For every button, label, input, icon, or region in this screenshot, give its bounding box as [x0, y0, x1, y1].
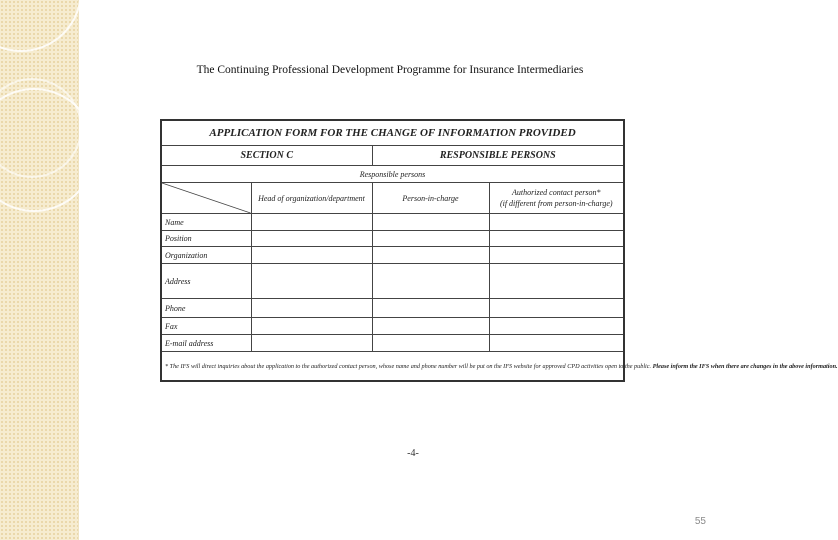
address-authorized-field[interactable] — [489, 264, 624, 299]
row-label-position: Position — [161, 231, 251, 247]
table-row-phone — [161, 299, 624, 318]
authorized-contact-note: (if different from person-in-charge) — [499, 199, 613, 208]
form-title-row — [161, 120, 624, 146]
table-row-email — [161, 335, 624, 352]
table-row-name — [161, 214, 624, 231]
fax-person-field[interactable] — [372, 318, 489, 335]
authorized-contact-label: Authorized contact person* — [512, 188, 601, 197]
name-person-field[interactable] — [372, 214, 489, 231]
position-person-field[interactable] — [372, 231, 489, 247]
page-number-mark: -4- — [407, 448, 419, 459]
slide-number: 55 — [694, 516, 706, 527]
name-authorized-field[interactable] — [489, 214, 624, 231]
footnote — [161, 352, 838, 382]
column-head-of-organization: Head of organization/department — [251, 183, 372, 214]
form-title: APPLICATION FORM FOR THE CHANGE OF INFORMATION PROVIDED — [161, 120, 624, 146]
table-row-address — [161, 264, 624, 299]
email-head-field[interactable] — [251, 335, 372, 352]
diagonal-line — [162, 183, 251, 213]
position-head-field[interactable] — [251, 231, 372, 247]
responsible-persons-row — [161, 166, 624, 183]
responsible-persons-label: Responsible persons — [161, 166, 624, 183]
document-title: The Continuing Professional Development Programme for Insurance Intermediaries — [196, 64, 584, 76]
column-person-in-charge: Person-in-charge — [372, 183, 489, 214]
footnote-text: * The IFS will direct inquiries about the application to the authorized contact person, whose name and phone number will be put on the IFS website for approved CPD activities open to the public. — [165, 362, 652, 370]
fax-authorized-field[interactable] — [489, 318, 624, 335]
table-row-position — [161, 231, 624, 247]
email-person-field[interactable] — [372, 335, 489, 352]
organization-head-field[interactable] — [251, 247, 372, 264]
section-label: SECTION C — [161, 146, 372, 166]
decorative-side-strip — [0, 0, 79, 540]
row-label-fax: Fax — [161, 318, 251, 335]
position-authorized-field[interactable] — [489, 231, 624, 247]
name-head-field[interactable] — [251, 214, 372, 231]
row-label-name: Name — [161, 214, 251, 231]
table-row-fax — [161, 318, 624, 335]
row-label-organization: Organization — [161, 247, 251, 264]
column-authorized-contact — [489, 183, 624, 214]
section-row — [161, 146, 624, 166]
address-head-field[interactable] — [251, 264, 372, 299]
footnote-bold-text: Please inform the IFS when there are changes in the above information. — [652, 362, 838, 370]
organization-authorized-field[interactable] — [489, 247, 624, 264]
column-header-row — [161, 183, 624, 214]
footnote-row — [161, 352, 624, 382]
phone-head-field[interactable] — [251, 299, 372, 318]
application-form-table — [160, 119, 838, 382]
phone-person-field[interactable] — [372, 299, 489, 318]
decorative-circle — [0, 0, 82, 52]
phone-authorized-field[interactable] — [489, 299, 624, 318]
address-person-field[interactable] — [372, 264, 489, 299]
row-label-address: Address — [161, 264, 251, 299]
email-authorized-field[interactable] — [489, 335, 624, 352]
row-label-phone: Phone — [161, 299, 251, 318]
section-title: RESPONSIBLE PERSONS — [372, 146, 624, 166]
diagonal-header-cell — [161, 183, 251, 214]
row-label-email: E-mail address — [161, 335, 251, 352]
fax-head-field[interactable] — [251, 318, 372, 335]
table-row-organization — [161, 247, 624, 264]
organization-person-field[interactable] — [372, 247, 489, 264]
